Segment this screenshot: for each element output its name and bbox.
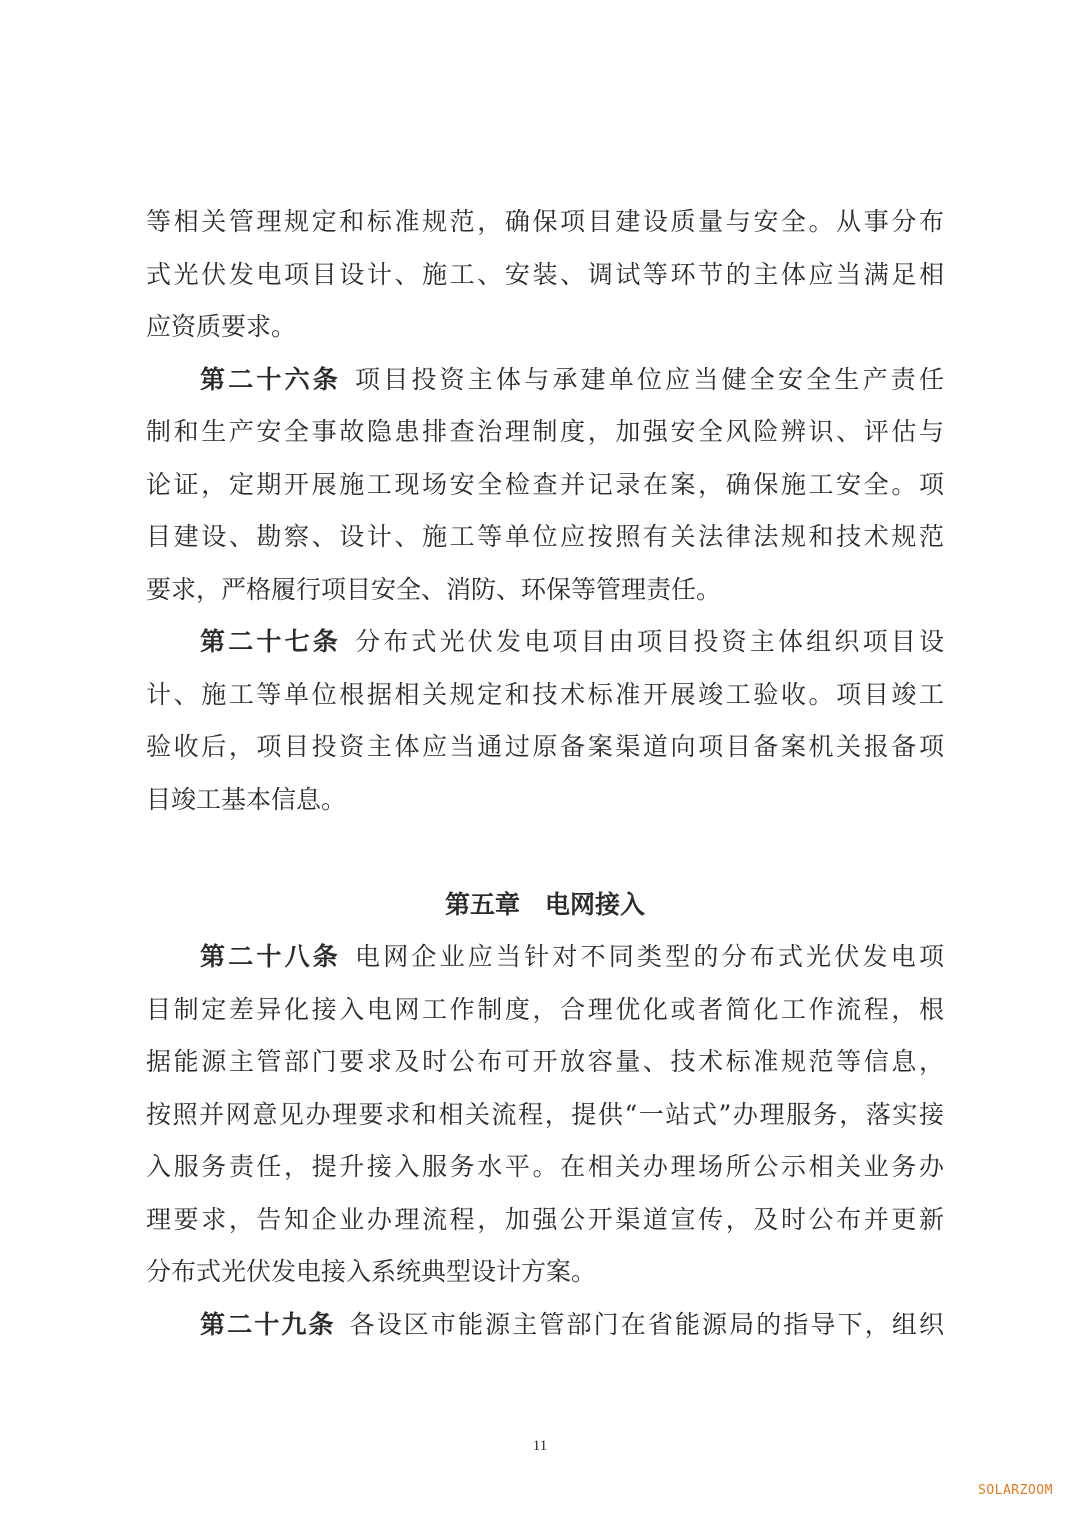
page-number: 11: [532, 1438, 548, 1454]
line-text: 电网企业应当针对不同类型的分布式光伏发电项: [355, 942, 944, 971]
line-text: 目建设、勘察、设计、施工等单位应按照有关法律法规和技术规范: [146, 522, 944, 551]
text-line: [146, 1036, 944, 1089]
document-body: [146, 196, 944, 1351]
line-text: 目竣工基本信息。: [146, 784, 347, 814]
text-line: [146, 1141, 944, 1194]
text-line: [146, 931, 944, 984]
article-number: 第二十六条: [200, 364, 341, 394]
line-text: 式光伏发电项目设计、施工、安装、调试等环节的主体应当满足相: [146, 259, 944, 289]
text-line: [146, 301, 944, 354]
line-text: 制和生产安全事故隐患排查治理制度，加强安全风险辨识、评估与: [146, 417, 944, 446]
line-text: 应资质要求。: [146, 312, 297, 341]
text-line: [146, 1246, 944, 1299]
text-line: [146, 721, 944, 774]
line-text: 等相关管理规定和标准规范，确保项目建设质量与安全。从事分布: [146, 207, 944, 236]
text-line: [146, 196, 944, 249]
chapter-heading: [146, 879, 944, 932]
line-text: 要求，严格履行项目安全、消防、环保等管理责任。: [146, 574, 722, 604]
line-text: 据能源主管部门要求及时公布可开放容量、技术标准规范等信息，: [146, 1047, 944, 1076]
line-text: 计、施工等单位根据相关规定和技术标准开展竣工验收。项目竣工: [146, 679, 944, 709]
line-text: 验收后，项目投资主体应当通过原备案渠道向项目备案机关报备项: [146, 732, 944, 761]
line-text: 论证，定期开展施工现场安全检查并记录在案，确保施工安全。项: [146, 469, 944, 499]
text-line: [146, 1299, 944, 1352]
line-text: 第五章 电网接入: [444, 889, 645, 919]
line-text: 按照并网意见办理要求和相关流程，提供“一站式”办理服务，落实接: [146, 1099, 944, 1129]
text-line: [146, 406, 944, 459]
text-line: [146, 984, 944, 1037]
line-text: 项目投资主体与承建单位应当健全安全生产责任: [355, 364, 944, 394]
article-number: 第二十九条: [200, 1309, 336, 1339]
line-text: 入服务责任，提升接入服务水平。在相关办理场所公示相关业务办: [146, 1152, 944, 1181]
text-line: [146, 249, 944, 302]
text-line: [146, 1194, 944, 1247]
line-text: 分布式光伏发电接入系统典型设计方案。: [146, 1257, 597, 1286]
text-line: [146, 774, 944, 827]
watermark: SOLARZOOM: [978, 1483, 1053, 1498]
text-line: [146, 1089, 944, 1142]
text-line: [146, 511, 944, 564]
text-line: [146, 616, 944, 669]
line-text: 分布式光伏发电项目由项目投资主体组织项目设: [355, 627, 944, 656]
text-line: [146, 459, 944, 512]
line-text: 目制定差异化接入电网工作制度，合理优化或者简化工作流程，根: [146, 994, 944, 1024]
article-number: 第二十七条: [200, 627, 341, 656]
text-line: [146, 826, 944, 879]
line-text: 各设区市能源主管部门在省能源局的指导下，组织: [349, 1309, 944, 1339]
article-number: 第二十八条: [200, 942, 341, 971]
text-line: [146, 564, 944, 617]
line-text: 理要求，告知企业办理流程，加强公开渠道宣传，及时公布并更新: [146, 1204, 944, 1234]
text-line: [146, 354, 944, 407]
text-line: [146, 669, 944, 722]
